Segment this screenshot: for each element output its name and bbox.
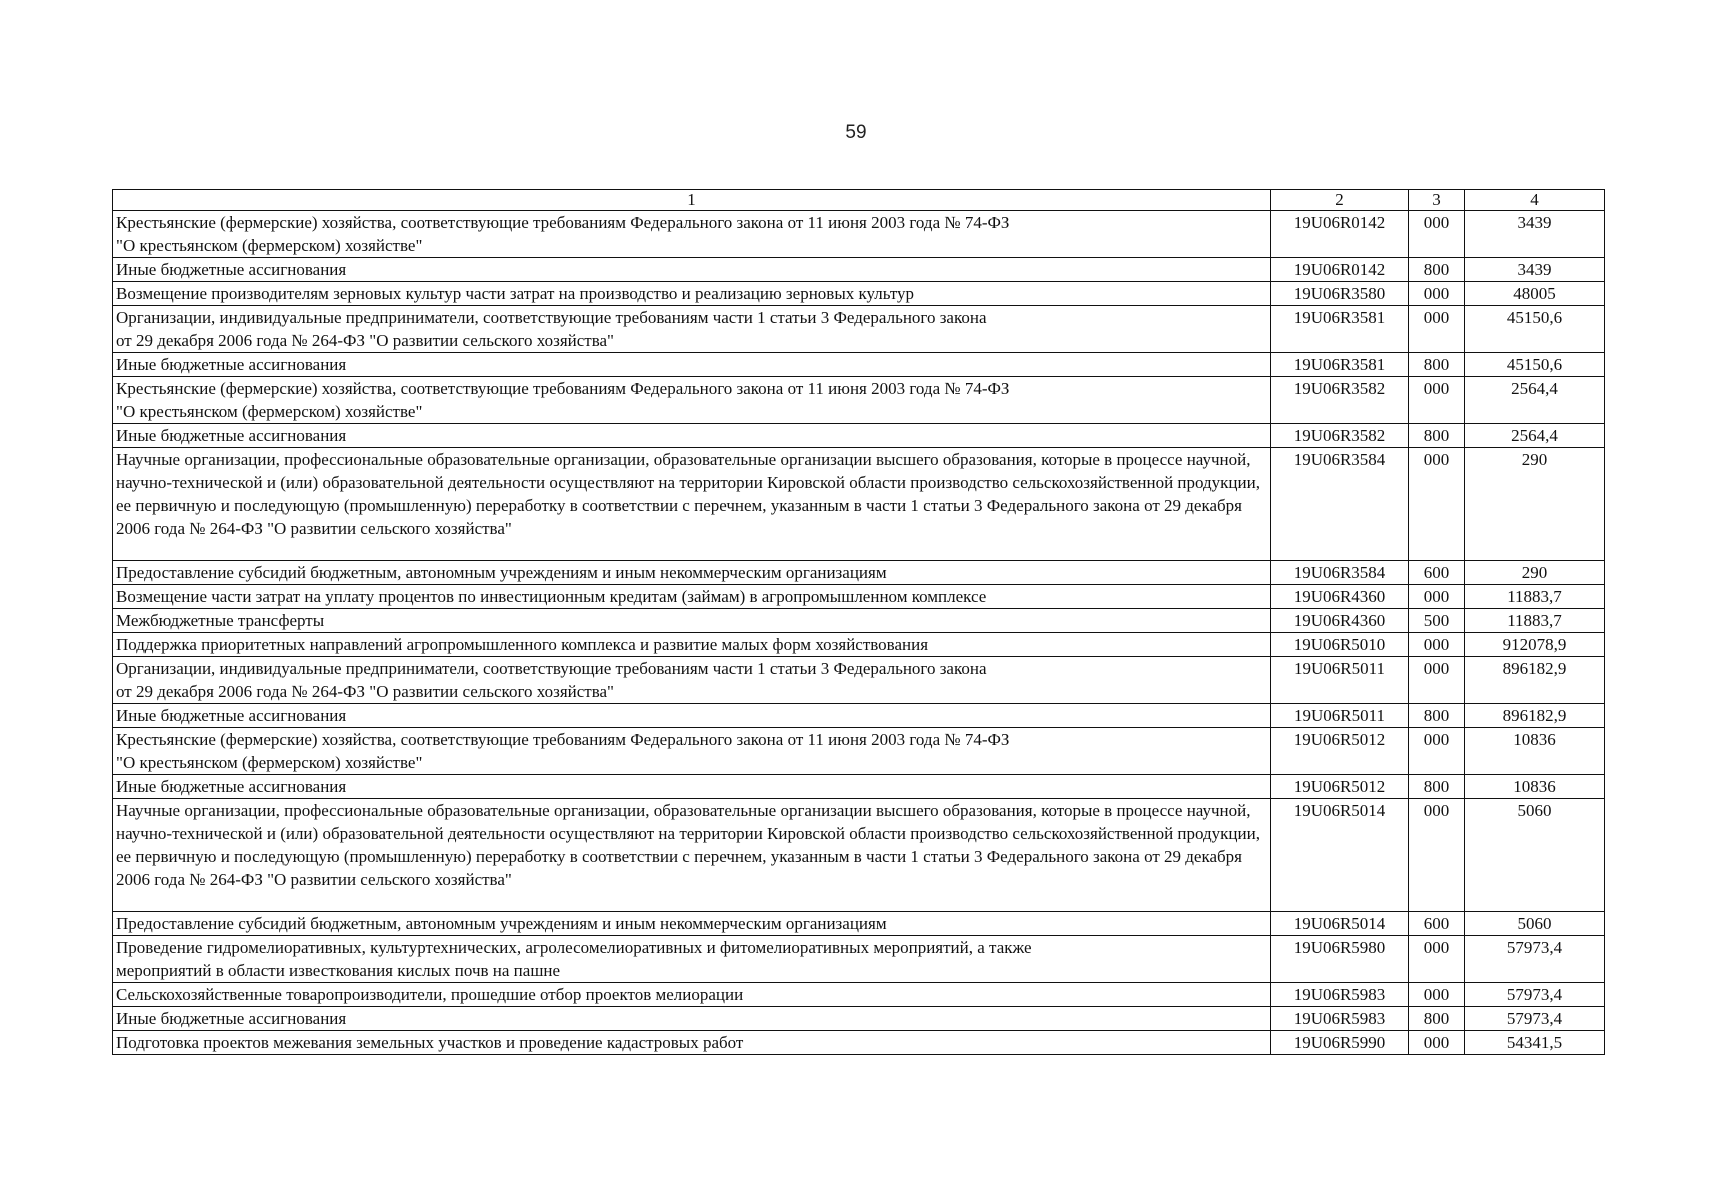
row-expense-type: 000 xyxy=(1409,211,1465,258)
budget-table xyxy=(112,189,1605,1055)
row-description: Крестьянские (фермерские) хозяйства, соответствующие требованиям Федерального закона от 11 июня 2003 года № 74-ФЗ "О крестьянском (фермерском) хозяйстве" xyxy=(113,728,1271,775)
row-target-code: 19U06R0142 xyxy=(1271,211,1409,258)
table-row xyxy=(113,353,1605,377)
header-col-4: 4 xyxy=(1465,190,1605,211)
row-description: Сельскохозяйственные товаропроизводители, прошедшие отбор проектов мелиорации xyxy=(113,983,1271,1007)
row-description: Крестьянские (фермерские) хозяйства, соответствующие требованиям Федерального закона от 11 июня 2003 года № 74-ФЗ "О крестьянском (фермерском) хозяйстве" xyxy=(113,211,1271,258)
row-expense-type: 000 xyxy=(1409,983,1465,1007)
table-row xyxy=(113,775,1605,799)
table-row xyxy=(113,728,1605,775)
row-target-code: 19U06R0142 xyxy=(1271,258,1409,282)
row-description: Научные организации, профессиональные образовательные организации, образовательные организации высшего образования, которые в процессе научной, научно-технической и (или) образовательной деятельности осуществляют на территории Кировской области производство сельскохозяйственной продукции, ее первичную и последующую (промышленную) переработку в соответствии с перечнем, указанным в части 1 статьи 3 Федерального закона от 29 декабря 2006 года № 264-ФЗ "О развитии сельского хозяйства" xyxy=(113,799,1271,912)
row-amount: 11883,7 xyxy=(1465,609,1605,633)
row-target-code: 19U06R3584 xyxy=(1271,561,1409,585)
row-description: Научные организации, профессиональные образовательные организации, образовательные организации высшего образования, которые в процессе научной, научно-технической и (или) образовательной деятельности осуществляют на территории Кировской области производство сельскохозяйственной продукции, ее первичную и последующую (промышленную) переработку в соответствии с перечнем, указанным в части 1 статьи 3 Федерального закона от 29 декабря 2006 года № 264-ФЗ "О развитии сельского хозяйства" xyxy=(113,448,1271,561)
row-amount: 45150,6 xyxy=(1465,306,1605,353)
row-amount: 3439 xyxy=(1465,258,1605,282)
table-row xyxy=(113,424,1605,448)
row-target-code: 19U06R5990 xyxy=(1271,1031,1409,1055)
row-amount: 290 xyxy=(1465,448,1605,561)
row-description: Поддержка приоритетных направлений агропромышленного комплекса и развитие малых форм хозяйствования xyxy=(113,633,1271,657)
row-amount: 57973,4 xyxy=(1465,936,1605,983)
row-amount: 45150,6 xyxy=(1465,353,1605,377)
row-description: Возмещение производителям зерновых культур части затрат на производство и реализацию зерновых культур xyxy=(113,282,1271,306)
row-amount: 896182,9 xyxy=(1465,657,1605,704)
row-expense-type: 600 xyxy=(1409,561,1465,585)
row-target-code: 19U06R3584 xyxy=(1271,448,1409,561)
row-expense-type: 800 xyxy=(1409,775,1465,799)
table-row xyxy=(113,799,1605,912)
row-target-code: 19U06R5012 xyxy=(1271,728,1409,775)
table-row xyxy=(113,258,1605,282)
row-target-code: 19U06R5980 xyxy=(1271,936,1409,983)
row-target-code: 19U06R5014 xyxy=(1271,912,1409,936)
table-row xyxy=(113,936,1605,983)
row-description: Иные бюджетные ассигнования xyxy=(113,1007,1271,1031)
header-col-2: 2 xyxy=(1271,190,1409,211)
row-expense-type: 500 xyxy=(1409,609,1465,633)
row-expense-type: 800 xyxy=(1409,424,1465,448)
row-amount: 10836 xyxy=(1465,728,1605,775)
row-expense-type: 800 xyxy=(1409,353,1465,377)
table-row xyxy=(113,448,1605,561)
row-amount: 54341,5 xyxy=(1465,1031,1605,1055)
row-amount: 3439 xyxy=(1465,211,1605,258)
table-row xyxy=(113,1031,1605,1055)
table-row xyxy=(113,704,1605,728)
row-target-code: 19U06R5983 xyxy=(1271,1007,1409,1031)
table-row xyxy=(113,306,1605,353)
row-amount: 290 xyxy=(1465,561,1605,585)
row-target-code: 19U06R5011 xyxy=(1271,704,1409,728)
row-description: Предоставление субсидий бюджетным, автономным учреждениям и иным некоммерческим организациям xyxy=(113,561,1271,585)
row-description: Иные бюджетные ассигнования xyxy=(113,424,1271,448)
row-target-code: 19U06R5010 xyxy=(1271,633,1409,657)
row-target-code: 19U06R5011 xyxy=(1271,657,1409,704)
table-row xyxy=(113,633,1605,657)
row-expense-type: 000 xyxy=(1409,585,1465,609)
row-description: Подготовка проектов межевания земельных участков и проведение кадастровых работ xyxy=(113,1031,1271,1055)
row-expense-type: 000 xyxy=(1409,448,1465,561)
row-amount: 5060 xyxy=(1465,799,1605,912)
table-body xyxy=(113,190,1605,1055)
row-amount: 48005 xyxy=(1465,282,1605,306)
row-target-code: 19U06R5012 xyxy=(1271,775,1409,799)
row-description: Межбюджетные трансферты xyxy=(113,609,1271,633)
row-amount: 5060 xyxy=(1465,912,1605,936)
row-description: Организации, индивидуальные предприниматели, соответствующие требованиям части 1 статьи 3 Федерального закона от 29 декабря 2006 года № 264-ФЗ "О развитии сельского хозяйства" xyxy=(113,657,1271,704)
row-target-code: 19U06R3580 xyxy=(1271,282,1409,306)
table-row xyxy=(113,377,1605,424)
row-amount: 57973,4 xyxy=(1465,1007,1605,1031)
row-target-code: 19U06R3581 xyxy=(1271,353,1409,377)
row-expense-type: 800 xyxy=(1409,704,1465,728)
row-description: Иные бюджетные ассигнования xyxy=(113,258,1271,282)
table-row xyxy=(113,282,1605,306)
row-amount: 896182,9 xyxy=(1465,704,1605,728)
header-col-3: 3 xyxy=(1409,190,1465,211)
row-expense-type: 000 xyxy=(1409,799,1465,912)
row-description: Иные бюджетные ассигнования xyxy=(113,353,1271,377)
row-expense-type: 000 xyxy=(1409,306,1465,353)
table-row xyxy=(113,983,1605,1007)
row-expense-type: 000 xyxy=(1409,633,1465,657)
row-description: Возмещение части затрат на уплату процентов по инвестиционным кредитам (займам) в агропромышленном комплексе xyxy=(113,585,1271,609)
row-expense-type: 600 xyxy=(1409,912,1465,936)
row-expense-type: 000 xyxy=(1409,377,1465,424)
row-description: Крестьянские (фермерские) хозяйства, соответствующие требованиям Федерального закона от 11 июня 2003 года № 74-ФЗ "О крестьянском (фермерском) хозяйстве" xyxy=(113,377,1271,424)
row-expense-type: 000 xyxy=(1409,936,1465,983)
row-description: Иные бюджетные ассигнования xyxy=(113,775,1271,799)
row-target-code: 19U06R5983 xyxy=(1271,983,1409,1007)
row-description: Проведение гидромелиоративных, культуртехнических, агролесомелиоративных и фитомелиоративных мероприятий, а также мероприятий в области известкования кислых почв на пашне xyxy=(113,936,1271,983)
table-row xyxy=(113,211,1605,258)
row-target-code: 19U06R3582 xyxy=(1271,424,1409,448)
row-expense-type: 800 xyxy=(1409,1007,1465,1031)
row-amount: 2564,4 xyxy=(1465,424,1605,448)
header-col-1: 1 xyxy=(113,190,1271,211)
row-amount: 11883,7 xyxy=(1465,585,1605,609)
row-target-code: 19U06R3581 xyxy=(1271,306,1409,353)
row-amount: 912078,9 xyxy=(1465,633,1605,657)
page-number: 59 xyxy=(845,122,867,143)
row-description: Иные бюджетные ассигнования xyxy=(113,704,1271,728)
row-expense-type: 000 xyxy=(1409,1031,1465,1055)
row-description: Организации, индивидуальные предприниматели, соответствующие требованиям части 1 статьи 3 Федерального закона от 29 декабря 2006 года № 264-ФЗ "О развитии сельского хозяйства" xyxy=(113,306,1271,353)
table-header-row xyxy=(113,190,1605,211)
table-row xyxy=(113,1007,1605,1031)
table-row xyxy=(113,609,1605,633)
table-row xyxy=(113,657,1605,704)
row-target-code: 19U06R3582 xyxy=(1271,377,1409,424)
row-target-code: 19U06R4360 xyxy=(1271,609,1409,633)
row-amount: 57973,4 xyxy=(1465,983,1605,1007)
row-description: Предоставление субсидий бюджетным, автономным учреждениям и иным некоммерческим организациям xyxy=(113,912,1271,936)
row-expense-type: 000 xyxy=(1409,282,1465,306)
table-row xyxy=(113,561,1605,585)
row-target-code: 19U06R4360 xyxy=(1271,585,1409,609)
row-target-code: 19U06R5014 xyxy=(1271,799,1409,912)
row-amount: 2564,4 xyxy=(1465,377,1605,424)
row-amount: 10836 xyxy=(1465,775,1605,799)
table-row xyxy=(113,912,1605,936)
row-expense-type: 000 xyxy=(1409,657,1465,704)
table-row xyxy=(113,585,1605,609)
row-expense-type: 000 xyxy=(1409,728,1465,775)
row-expense-type: 800 xyxy=(1409,258,1465,282)
